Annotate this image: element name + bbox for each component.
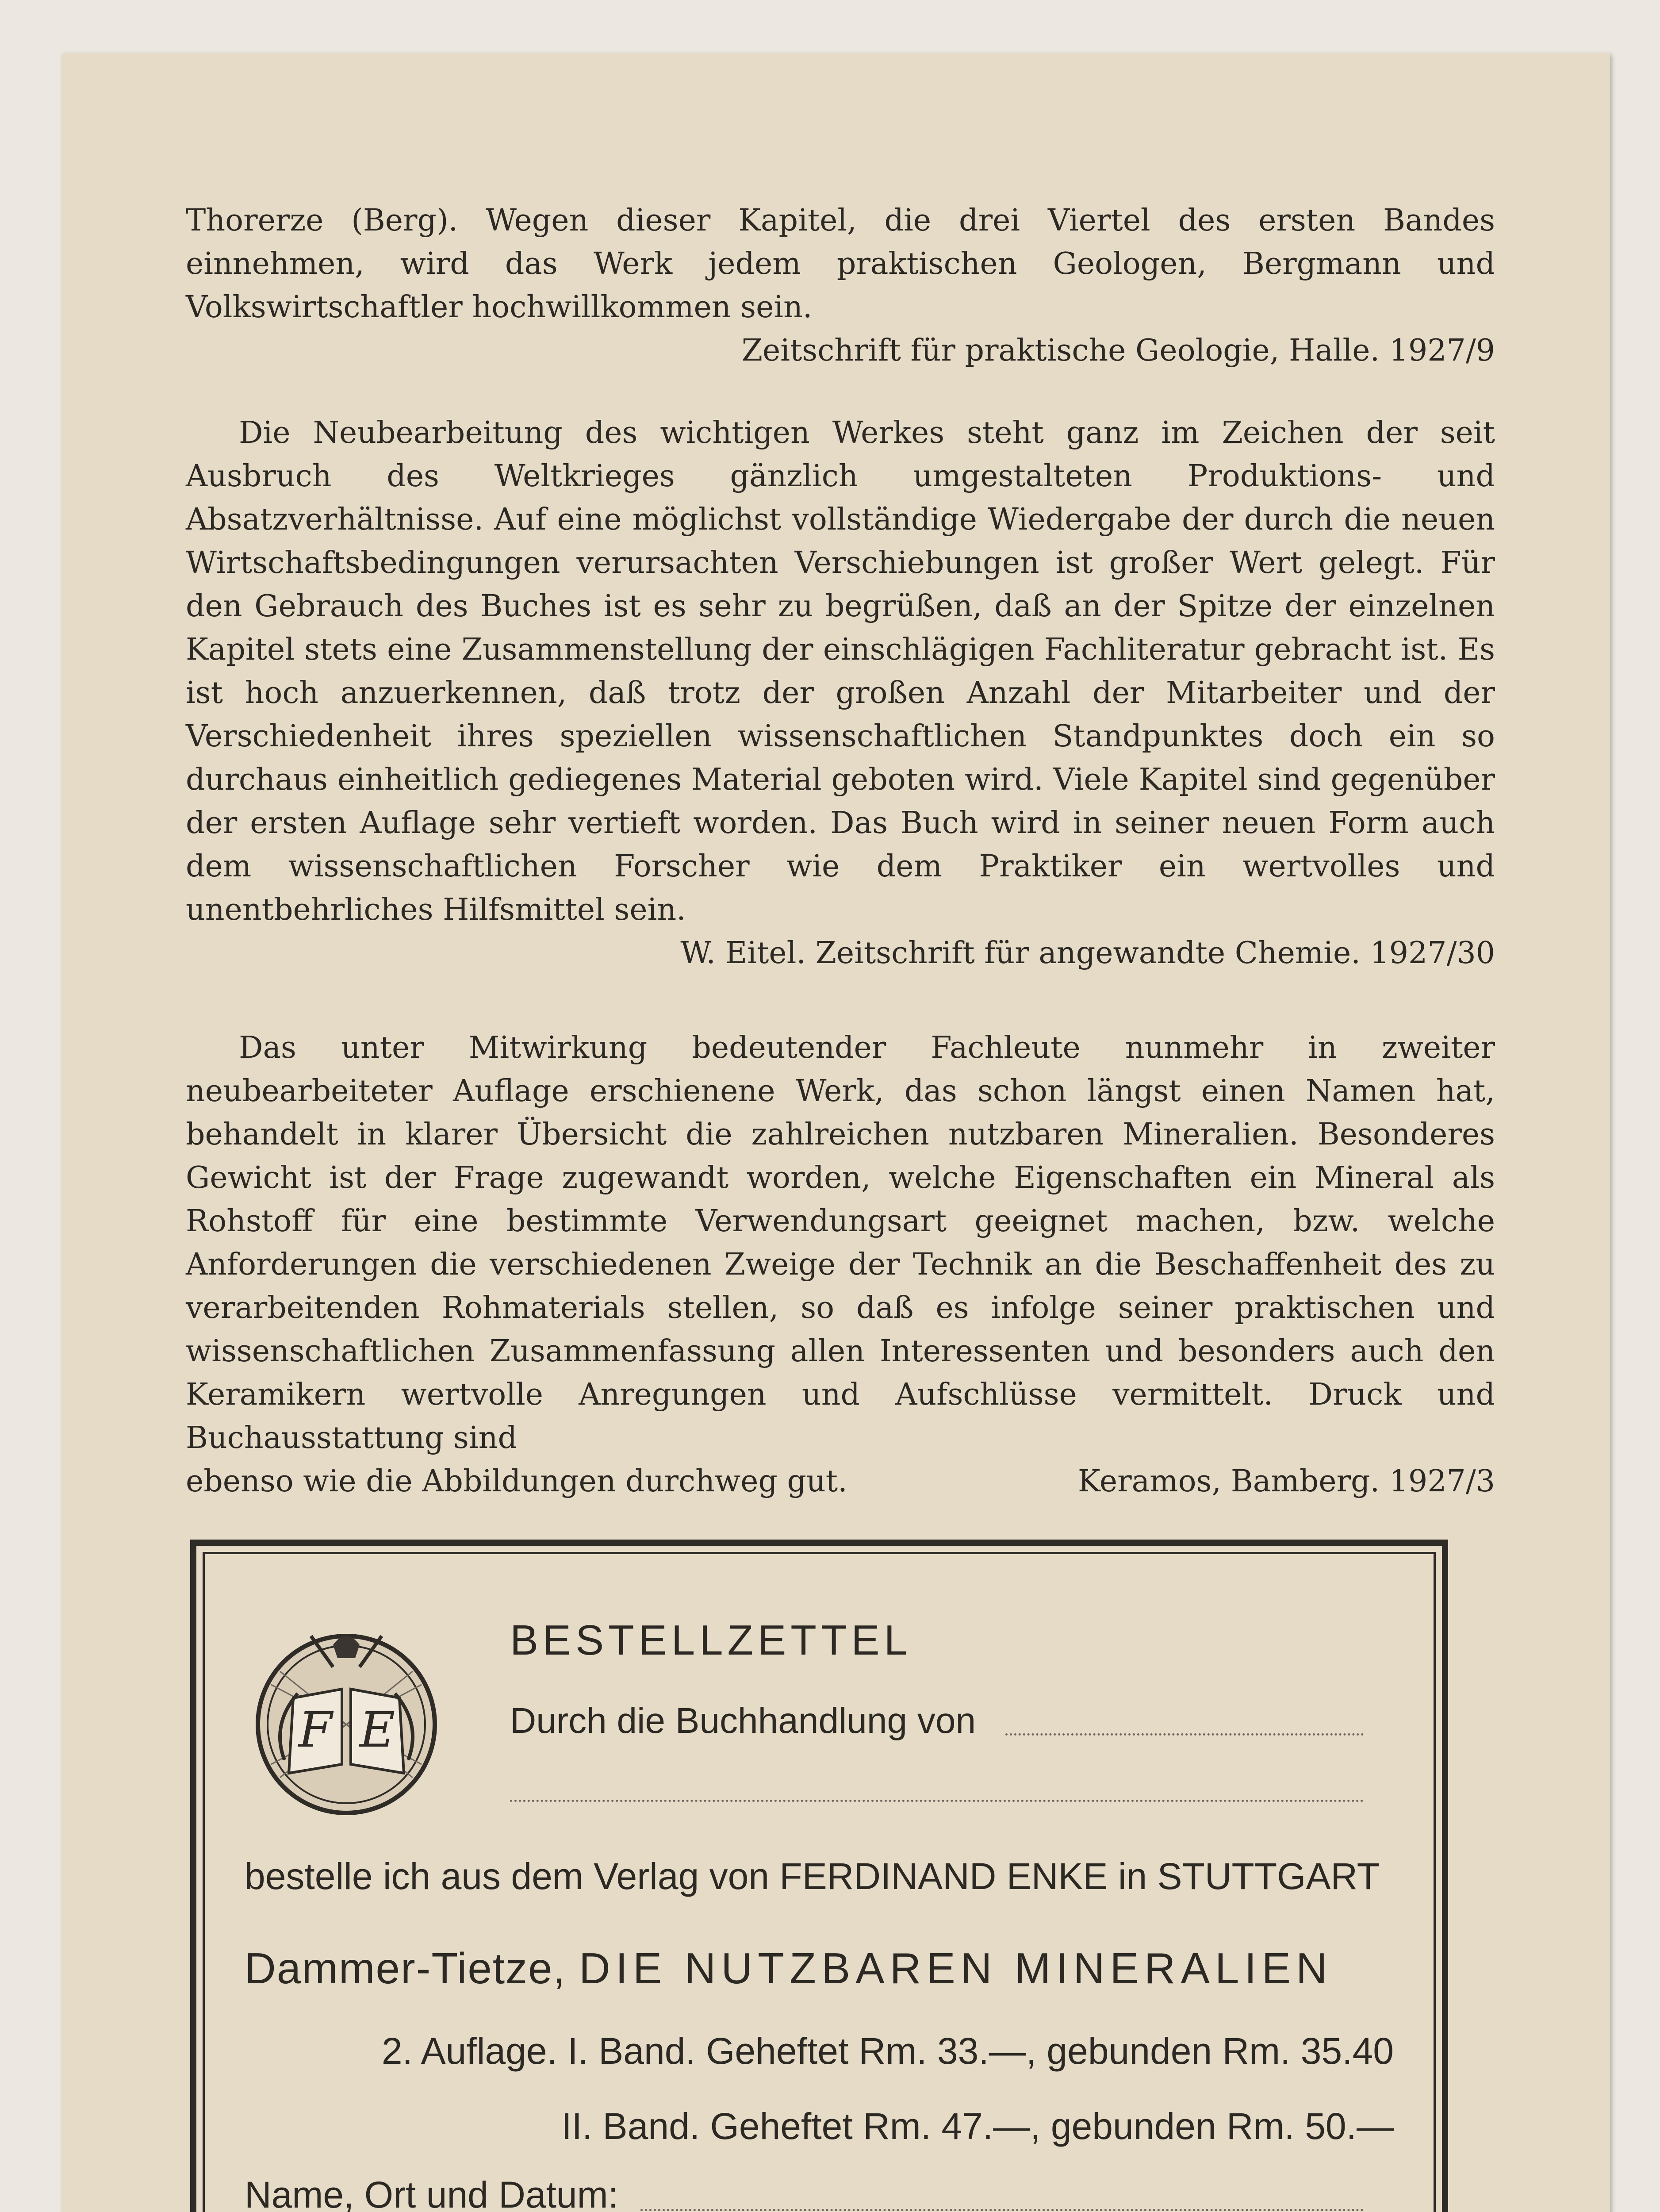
review-text: Die Neubearbeitung des wichtigen Werkes steht ganz im Zeichen der seit Ausbruch des Weltkrieges gänzlich umgestalteten Produktions- und Absatzverhältnisse. Auf eine möglichst vollständige Wiedergabe der durch die neuen Wirtschaftsbedingungen verursachten Verschiebungen ist großer Wert gelegt. Für den Gebrauch des Buches ist es sehr zu begrüßen, daß an der Spitze der einzelnen Kapitel stets eine Zusammenstellung der einschlägigen Fachliteratur gebracht ist. Es ist hoch anzuerkennen, daß trotz der großen Anzahl der Mitarbeiter und der Verschiedenheit ihres speziellen wissenschaftlichen Standpunktes doch ein so durchaus einheitlich gediegenes Material geboten wird. Viele Kapitel sind gegenüber der ersten Auflage sehr vertieft worden. Das Buch wird in seiner neuen Form auch dem wissenschaftlichen Forscher wie dem Praktiker ein wertvolles und unentbehrliches Hilfsmittel sein. [186,415,1495,927]
logo-letter-e: E [359,1701,395,1758]
name-place-date-field[interactable] [640,2209,1364,2211]
review-3 [186,1026,1495,1503]
review-last-line [186,1460,1495,1503]
book-title: DIE NUTZBAREN MINERALIEN [579,1944,1333,1993]
order-form [190,1540,1448,2212]
book-author: Dammer-Tietze, [245,1944,566,1993]
bookshop-field[interactable] [1005,1733,1364,1736]
bookshop-field-line-2[interactable] [510,1800,1364,1802]
name-place-date-label: Name, Ort und Datum: [245,2174,618,2212]
review-2 [186,411,1495,975]
book-title-line [245,1943,1333,1993]
review-text: Das unter Mitwirkung bedeutender Fachleute nunmehr in zweiter neubearbeiteter Auflage erschienene Werk, das schon längst einen Namen hat, behandelt in klarer Übersicht die zahlreichen nutzbaren Mineralien. Besonderes Gewicht ist der Frage zugewandt worden, welche Eigenschaften ein Mineral als Rohstoff für eine bestimmte Verwendungsart geeignet machen, bzw. welche Anforderungen die verschiedenen Zweige der Technik an die Beschaffenheit des zu verarbeitenden Rohmaterials stellen, so daß es infolge seiner praktischen und wissenschaftlichen Zusammenfassung allen Interessenten und besonders auch den Keramikern wertvolle Anregungen und Aufschlüsse vermittelt. Druck und Buchausstattung sind [186,1030,1495,1455]
order-statement: bestelle ich aus dem Verlag von FERDINAND ENKE in STUTTGART [245,1855,1380,1897]
review-1 [186,199,1495,373]
price-volume-2: II. Band. Geheftet Rm. 47.—, gebunden Rm. 50.— [561,2105,1394,2147]
review-source: Keramos, Bamberg. 1927/3 [1077,1464,1495,1499]
review-text-end: ebenso wie die Abbildungen durchweg gut. [186,1464,847,1499]
review-source: W. Eitel. Zeitschrift für angewandte Chemie. 1927/30 [680,936,1495,971]
review-text: Thorerze (Berg). Wegen dieser Kapitel, die drei Viertel des ersten Bandes einnehmen, wird das Werk jedem praktischen Geologen, Bergmann und Volkswirtschaftler hochwillkommen sein. [186,203,1495,325]
logo-letter-f: F [298,1701,333,1758]
bookshop-label: Durch die Buchhandlung von [510,1701,976,1741]
document-page [62,53,1610,2212]
price-volume-1: 2. Auflage. I. Band. Geheftet Rm. 33.—, gebunden Rm. 35.40 [381,2030,1394,2072]
publisher-logo [245,1618,448,1822]
order-form-title: BESTELLZETTEL [510,1617,912,1664]
review-source: Zeitschrift für praktische Geologie, Halle. 1927/9 [741,333,1495,368]
order-form-inner-border [203,1552,1436,2212]
